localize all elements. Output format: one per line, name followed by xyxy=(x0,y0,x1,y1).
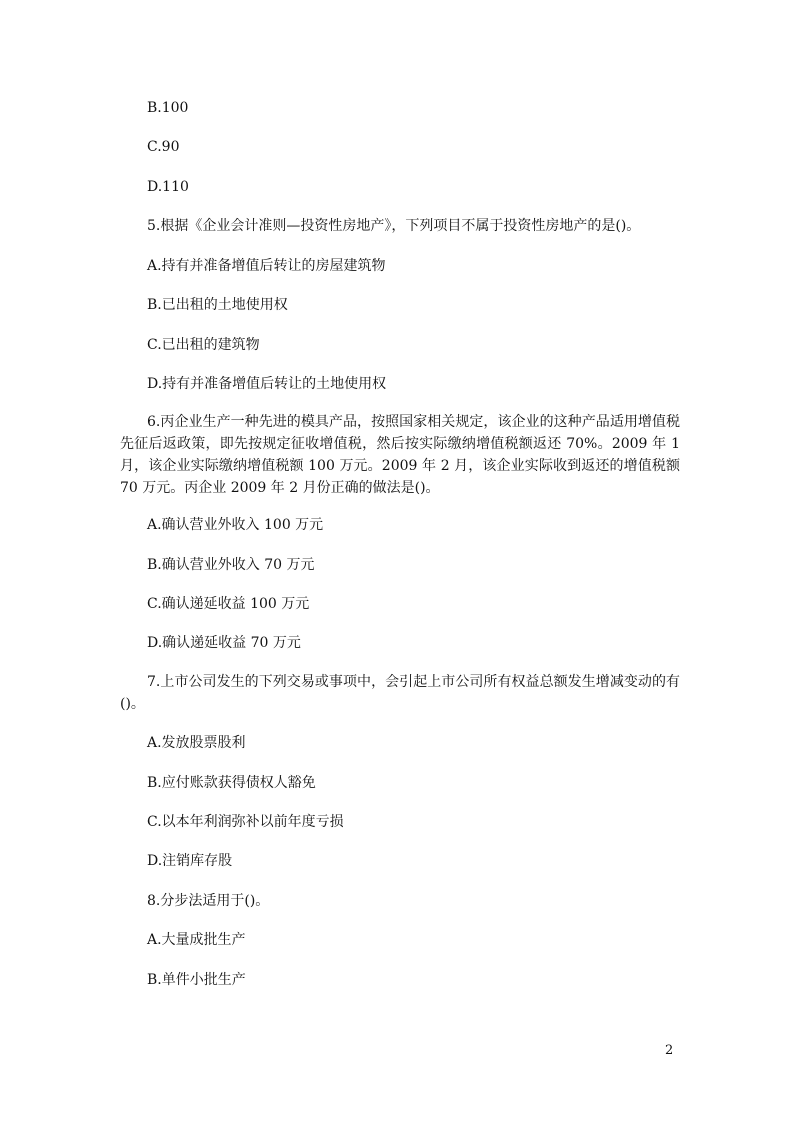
q7-option-d: D.注销库存股 xyxy=(147,853,233,869)
q5-stem: 5.根据《企业会计准则—投资性房地产》，下列项目不属于投资性房地产的是()。 xyxy=(147,218,641,234)
q6-option-d: D.确认递延收益 70 万元 xyxy=(147,635,301,651)
q6-option-b: B.确认营业外收入 70 万元 xyxy=(147,557,315,573)
q5-option-a: A.持有并准备增值后转让的房屋建筑物 xyxy=(147,258,386,274)
q8-option-b: B.单件小批生产 xyxy=(147,972,246,988)
q6-option-c: C.确认递延收益 100 万元 xyxy=(147,596,310,612)
q7-option-b: B.应付账款获得债权人豁免 xyxy=(147,775,316,791)
q4-option-d: D.110 xyxy=(147,179,189,195)
page-number: 2 xyxy=(665,1043,674,1058)
q4-option-b: B.100 xyxy=(147,100,189,116)
q8-stem: 8.分步法适用于()。 xyxy=(147,893,270,909)
q7-stem: 7.上市公司发生的下列交易或事项中，会引起上市公司所有权益总额发生增减变动的有()。 xyxy=(120,674,680,712)
q5-option-d: D.持有并准备增值后转让的土地使用权 xyxy=(147,376,387,392)
q5-option-c: C.已出租的建筑物 xyxy=(147,337,260,353)
q7-option-c: C.以本年利润弥补以前年度亏损 xyxy=(147,814,344,830)
q6-option-a: A.确认营业外收入 100 万元 xyxy=(147,517,324,533)
q6-stem: 6.丙企业生产一种先进的模具产品，按照国家相关规定，该企业的这种产品适用增值税先征后返政策，即先按规定征收增值税，然后按实际缴纳增值税额返还 70%。2009 年 1 月，该企业实际缴纳增值税额 100 万元。2009 年 2 月，该企业实际收到返还的增值税额 70 万元。丙企业 2009 年 2 月份正确的做法是()。 xyxy=(120,414,680,496)
q7-option-a: A.发放股票股利 xyxy=(147,735,246,751)
q5-option-b: B.已出租的土地使用权 xyxy=(147,297,288,313)
q4-option-c: C.90 xyxy=(147,139,180,155)
q8-option-a: A.大量成批生产 xyxy=(147,932,246,948)
